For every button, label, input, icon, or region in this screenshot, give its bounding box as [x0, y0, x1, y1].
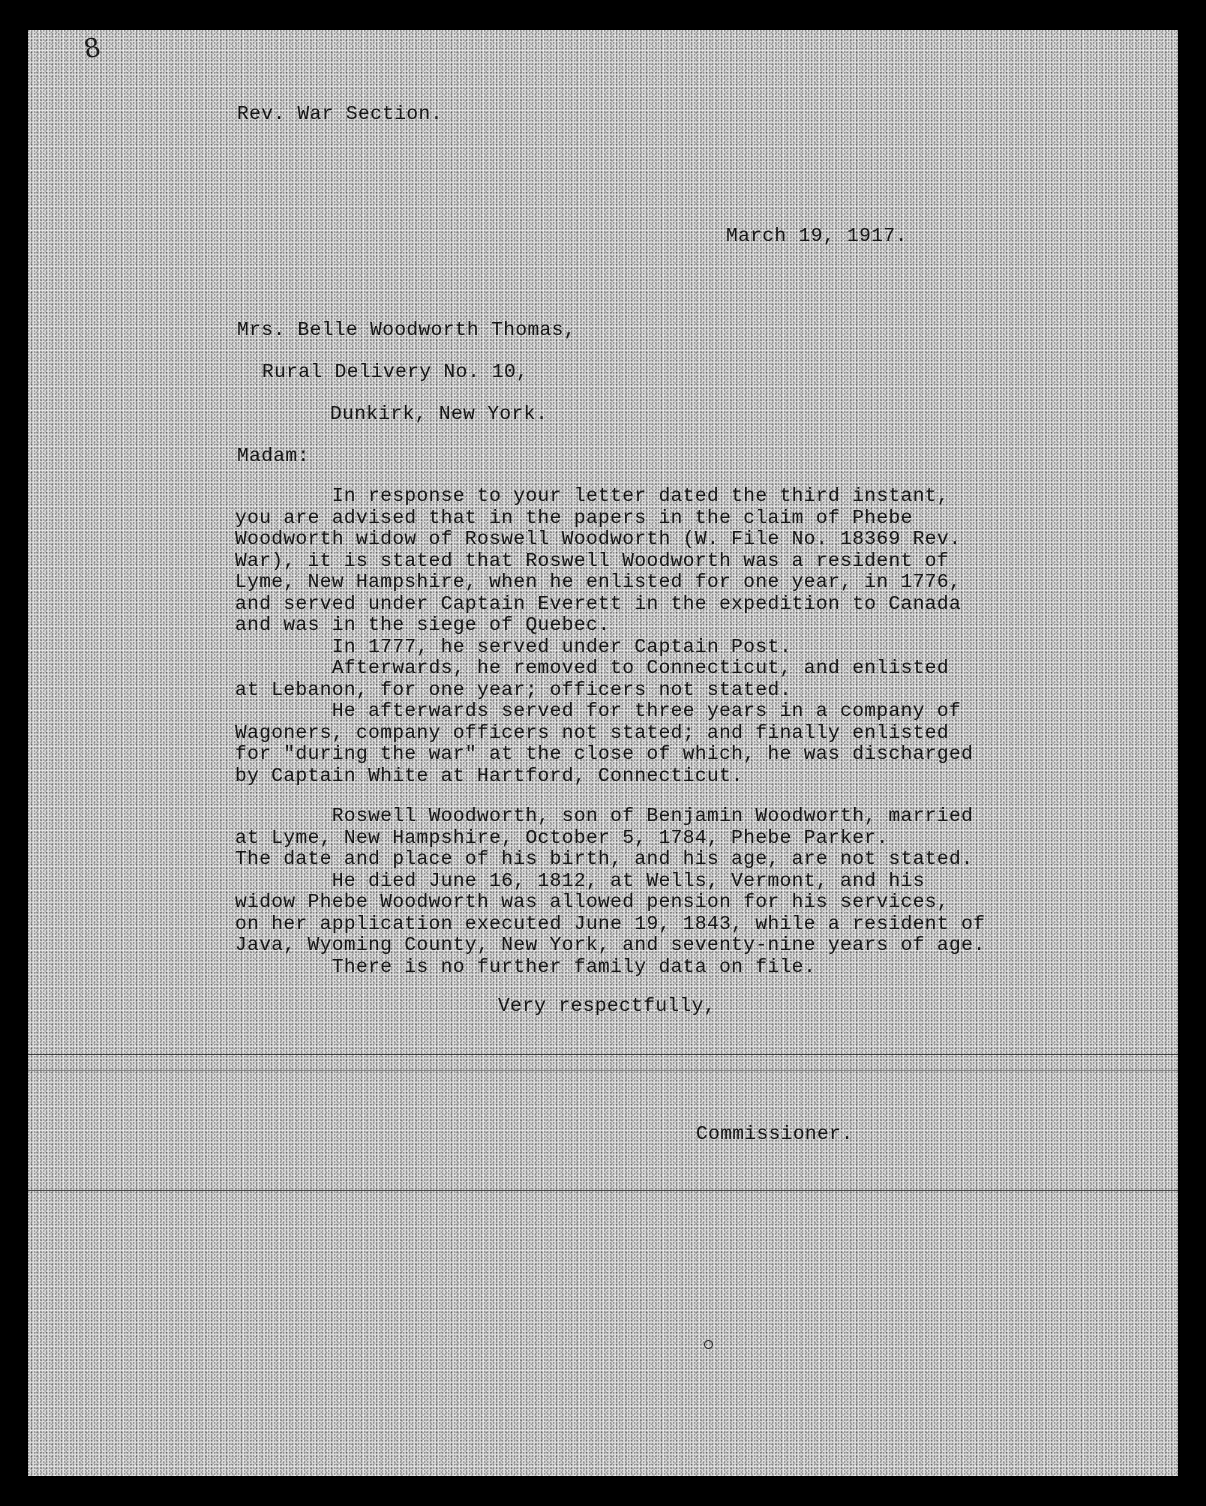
- corner-mark: 8: [81, 32, 104, 66]
- punch-mark: [704, 1340, 713, 1349]
- body-line: Wagoners, company officers not stated; and finally enlisted: [235, 721, 950, 744]
- body-line: you are advised that in the papers in the claim of Phebe: [235, 506, 913, 529]
- body-line: There is no further family data on file.: [235, 955, 816, 978]
- salutation: Madam:: [237, 445, 310, 467]
- body-line: He died June 16, 1812, at Wells, Vermont, and his: [235, 869, 925, 892]
- body-line: Java, Wyoming County, New York, and seventy-nine years of age.: [235, 934, 986, 956]
- body-line: widow Phebe Woodworth was allowed pension for his services,: [235, 891, 950, 913]
- fold-line: [28, 1070, 1178, 1071]
- body-line: by Captain White at Hartford, Connecticut.: [235, 764, 744, 787]
- recipient-street: Rural Delivery No. 10,: [262, 361, 529, 383]
- section-heading: Rev. War Section.: [237, 103, 443, 125]
- body-line: Roswell Woodworth, son of Benjamin Woodworth, married: [235, 805, 974, 827]
- body-line: at Lebanon, for one year; officers not stated.: [235, 678, 792, 701]
- body-line: Woodworth widow of Roswell Woodworth (W. File No. 18369 Rev.: [235, 528, 962, 550]
- fold-line: [28, 1054, 1178, 1055]
- body-line: War), it is stated that Roswell Woodworth was a resident of: [235, 549, 950, 572]
- letter-page: [28, 30, 1178, 1476]
- body-line: In 1777, he served under Captain Post.: [235, 635, 792, 658]
- body-line: and was in the siege of Quebec.: [235, 614, 611, 636]
- body-line: The date and place of his birth, and his age, are not stated.: [235, 848, 974, 870]
- fold-line: [28, 1190, 1178, 1191]
- recipient-city: Dunkirk, New York.: [330, 403, 548, 425]
- body-line: Afterwards, he removed to Connecticut, and enlisted: [235, 657, 950, 679]
- body-line: Lyme, New Hampshire, when he enlisted for one year, in 1776,: [235, 571, 962, 593]
- body-line: In response to your letter dated the third instant,: [235, 485, 950, 507]
- body-line: and served under Captain Everett in the expedition to Canada: [235, 592, 962, 615]
- body-line: on her application executed June 19, 1843, while a resident of: [235, 912, 986, 935]
- body-line: at Lyme, New Hampshire, October 5, 1784, Phebe Parker.: [235, 826, 889, 849]
- signature-title: Commissioner.: [696, 1123, 854, 1145]
- recipient-name: Mrs. Belle Woodworth Thomas,: [237, 319, 576, 341]
- closing: Very respectfully,: [498, 995, 716, 1017]
- body-line: for "during the war" at the close of which, he was discharged: [235, 743, 974, 765]
- letter-date: March 19, 1917.: [726, 225, 908, 247]
- body-line: He afterwards served for three years in a company of: [235, 700, 962, 722]
